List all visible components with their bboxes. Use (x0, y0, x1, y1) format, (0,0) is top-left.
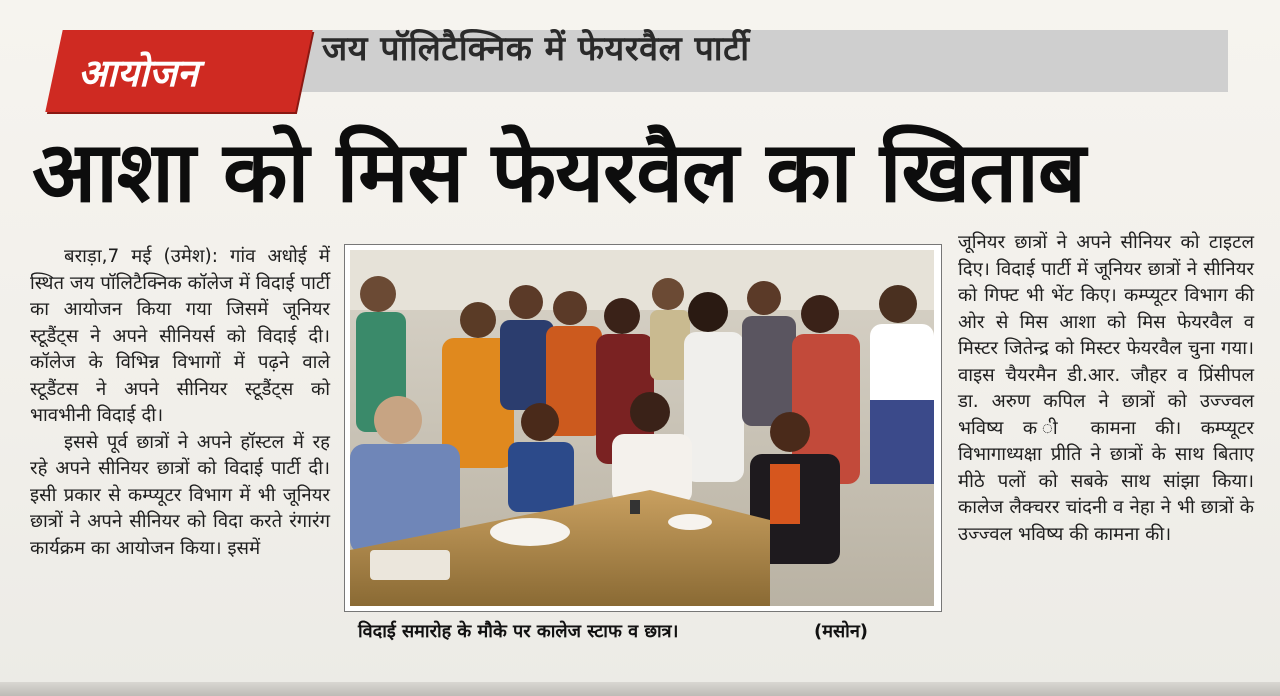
photo-caption (344, 612, 940, 652)
page-edge (0, 682, 1280, 696)
kicker-headline: जय पॉलिटैक्निक में फेयरवैल पार्टी (322, 29, 750, 69)
article-right-column (958, 230, 1254, 670)
main-headline: आशा को मिस फेयरवैल का खिताब (32, 123, 1085, 221)
caption-text: विदाई समारोह के मौके पर कालेज स्टाफ व छात्र। (358, 621, 679, 642)
article-paragraph: जूनियर छात्रों ने अपने सीनियर को टाइटल दिए। विदाई पार्टी में जूनियर छात्रों ने सीनियर को गिफ्ट भी भेंट किए। कम्प्यूटर विभाग की ओर से मिस आशा को मिस फेयरवैल व मिस्टर जितेन्द्र को मिस्टर फेयरवैल चुना गया। वाइस चैयरमैन डी.आर. जौहर व प्रिंसीपल डा. अरुण कपिल ने छात्रों को उज्ज्वल भविष्य क ी कामना की। कम्प्यूटर विभागाध्यक्षा प्रीति ने छात्रों के साथ बिताए मीठे पलों को सबके साथ सांझा किया। कालेज लैक्चरर चांदनी व नेहा ने भी छात्रों के उज्ज्वल भविष्य की कामना की। (958, 232, 1254, 545)
article-paragraph: बराड़ा,7 मई (उमेश): गांव अधोई में स्थित जय पॉलिटैक्निक कॉलेज में विदाई पार्टी का आयोजन किया गया जिसमें जूनियर स्टूडैंट्स ने अपने सीनियर्स को विदाई दी। कॉलेज के विभिन्न विभागों में पढ़ने वाले स्टूडैंटस ने अपने सीनियर स्टूडैंट्स को भावभीनी विदाई दी। (30, 246, 330, 426)
section-tag-label: आयोजन (78, 51, 199, 95)
photo-credit: (मसोन) (814, 621, 869, 642)
group-photo-illustration (350, 250, 934, 606)
group-photo (350, 250, 934, 606)
article-paragraph: इससे पूर्व छात्रों ने अपने हॉस्टल में रह रहे अपने सीनियर छात्रों को विदाई पार्टी दी। इसी प्रकार से कम्प्यूटर विभाग में भी जूनियर छात्रों ने अपने सीनियर को विदा करते रंगारंग कार्यक्रम का आयोजन किया। इसमें (30, 431, 330, 559)
article-left-column (30, 244, 330, 684)
